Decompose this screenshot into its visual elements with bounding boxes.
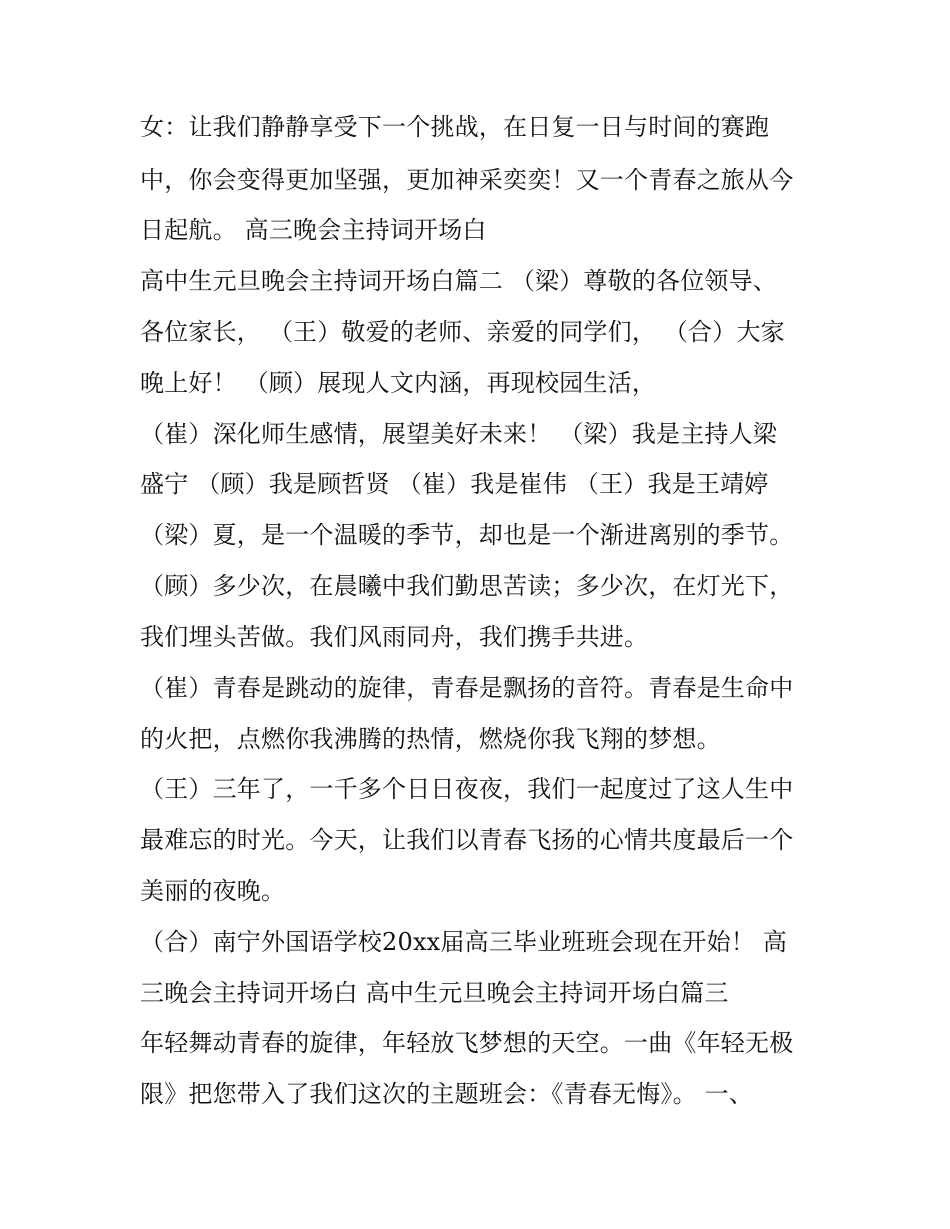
text-line: 女：让我们静静享受下一个挑战，在日复一日与时间的赛跑 [140,113,770,141]
text-line: 晚上好！ （顾）展现人文内涵，再现校园生活， [140,369,657,397]
text-line: （梁）夏，是一个温暖的季节，却也是一个渐进离别的季节。 [140,521,794,549]
text-line: 各位家长， （王）敬爱的老师、亲爱的同学们， （合）大家 [140,318,785,346]
text-line: 的火把，点燃你我沸腾的热情，燃烧你我飞翔的梦想。 [140,725,721,753]
text-line: 我们埋头苦做。我们风雨同舟，我们携手共进。 [140,623,649,651]
text-line: 限》把您带入了我们这次的主题班会：《青春无悔》。 一、 [140,1080,754,1108]
text-line: 日起航。 高三晚会主持词开场白 [140,216,487,244]
text-line: 盛宁 （顾）我是顾哲贤 （崔）我是崔伟 （王）我是王靖婷 [140,470,769,498]
text-line: 最难忘的时光。今天，让我们以青春飞扬的心情共度最后一个 [140,826,794,854]
text-line: 美丽的夜晚。 [140,877,286,905]
text-line: （王）三年了，一千多个日日夜夜，我们一起度过了这人生中 [140,775,794,803]
text-line: （顾）多少次，在晨曦中我们勤思苦读；多少次，在灯光下， [140,572,794,600]
text-line: （崔）深化师生感情，展望美好未来！ （梁）我是主持人梁 [140,420,778,448]
text-line: 高中生元旦晚会主持词开场白篇二 （梁）尊敬的各位领导、 [140,267,778,295]
text-line: （合）南宁外国语学校20xx届高三毕业班班会现在开始！ 高 [140,928,788,956]
text-line: 三晚会主持词开场白 高中生元旦晚会主持词开场白篇三 [140,979,729,1007]
text-line: （崔）青春是跳动的旋律，青春是飘扬的音符。青春是生命中 [140,674,794,702]
text-line: 中，你会变得更加坚强，更加神采奕奕！又一个青春之旅从今 [140,166,794,194]
text-line: 年轻舞动青春的旋律，年轻放飞梦想的天空。一曲《年轻无极 [140,1029,794,1057]
